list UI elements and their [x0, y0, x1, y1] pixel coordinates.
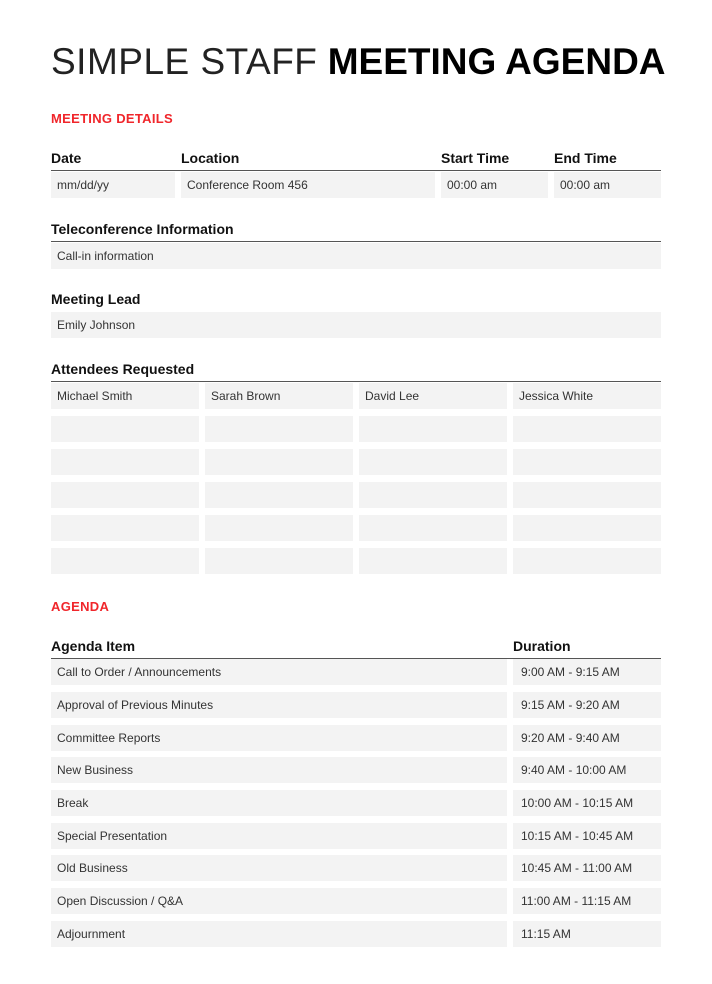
attendee-cell[interactable]: Sarah Brown: [205, 383, 353, 409]
agenda-item[interactable]: New Business: [51, 757, 507, 783]
attendee-cell[interactable]: [359, 416, 507, 442]
meeting-lead-label: Meeting Lead: [51, 291, 141, 307]
start-time-label: Start Time: [441, 150, 510, 166]
details-divider: [51, 170, 661, 171]
attendee-cell[interactable]: [51, 548, 199, 574]
attendee-cell[interactable]: [513, 416, 661, 442]
attendee-cell[interactable]: [51, 449, 199, 475]
attendee-cell[interactable]: [513, 548, 661, 574]
agenda-item-column-header: Agenda Item: [51, 638, 136, 654]
attendee-cell[interactable]: [513, 482, 661, 508]
attendee-cell[interactable]: [513, 449, 661, 475]
meeting-lead-field[interactable]: Emily Johnson: [51, 312, 661, 338]
title-light: SIMPLE STAFF: [51, 41, 318, 82]
agenda-duration[interactable]: 10:45 AM - 11:00 AM: [513, 855, 661, 881]
attendee-cell[interactable]: [205, 515, 353, 541]
attendee-cell[interactable]: [359, 548, 507, 574]
end-time-field[interactable]: 00:00 am: [554, 172, 661, 198]
attendee-cell[interactable]: Jessica White: [513, 383, 661, 409]
agenda-duration[interactable]: 11:15 AM: [513, 921, 661, 947]
attendees-label: Attendees Requested: [51, 361, 195, 377]
attendee-cell[interactable]: [51, 515, 199, 541]
agenda-item[interactable]: Break: [51, 790, 507, 816]
agenda-duration[interactable]: 9:00 AM - 9:15 AM: [513, 659, 661, 685]
agenda-duration[interactable]: 9:15 AM - 9:20 AM: [513, 692, 661, 718]
agenda-duration[interactable]: 9:20 AM - 9:40 AM: [513, 725, 661, 751]
teleconference-field[interactable]: Call-in information: [51, 243, 661, 269]
date-field[interactable]: mm/dd/yy: [51, 172, 175, 198]
agenda-item[interactable]: Open Discussion / Q&A: [51, 888, 507, 914]
attendee-cell[interactable]: [205, 416, 353, 442]
agenda-duration[interactable]: 10:15 AM - 10:45 AM: [513, 823, 661, 849]
meeting-details-heading: MEETING DETAILS: [51, 111, 173, 126]
location-label: Location: [181, 150, 240, 166]
duration-column-header: Duration: [513, 638, 571, 654]
attendee-cell[interactable]: Michael Smith: [51, 383, 199, 409]
agenda-item[interactable]: Special Presentation: [51, 823, 507, 849]
agenda-item[interactable]: Call to Order / Announcements: [51, 659, 507, 685]
location-field[interactable]: Conference Room 456: [181, 172, 435, 198]
attendee-cell[interactable]: [359, 482, 507, 508]
agenda-heading: AGENDA: [51, 599, 110, 614]
teleconference-divider: [51, 241, 661, 242]
attendee-cell[interactable]: David Lee: [359, 383, 507, 409]
page-title: [51, 40, 666, 84]
attendees-divider: [51, 381, 661, 382]
date-label: Date: [51, 150, 82, 166]
agenda-item[interactable]: Adjournment: [51, 921, 507, 947]
attendee-cell[interactable]: [205, 449, 353, 475]
teleconference-label: Teleconference Information: [51, 221, 234, 237]
attendee-cell[interactable]: [359, 515, 507, 541]
attendee-cell[interactable]: [205, 482, 353, 508]
agenda-duration[interactable]: 10:00 AM - 10:15 AM: [513, 790, 661, 816]
attendee-cell[interactable]: [359, 449, 507, 475]
title-bold: MEETING AGENDA: [327, 41, 666, 82]
attendee-cell[interactable]: [513, 515, 661, 541]
attendee-cell[interactable]: [205, 548, 353, 574]
agenda-item[interactable]: Committee Reports: [51, 725, 507, 751]
attendee-cell[interactable]: [51, 482, 199, 508]
end-time-label: End Time: [554, 150, 617, 166]
agenda-duration[interactable]: 9:40 AM - 10:00 AM: [513, 757, 661, 783]
attendee-cell[interactable]: [51, 416, 199, 442]
start-time-field[interactable]: 00:00 am: [441, 172, 548, 198]
agenda-item[interactable]: Old Business: [51, 855, 507, 881]
agenda-item[interactable]: Approval of Previous Minutes: [51, 692, 507, 718]
agenda-duration[interactable]: 11:00 AM - 11:15 AM: [513, 888, 661, 914]
